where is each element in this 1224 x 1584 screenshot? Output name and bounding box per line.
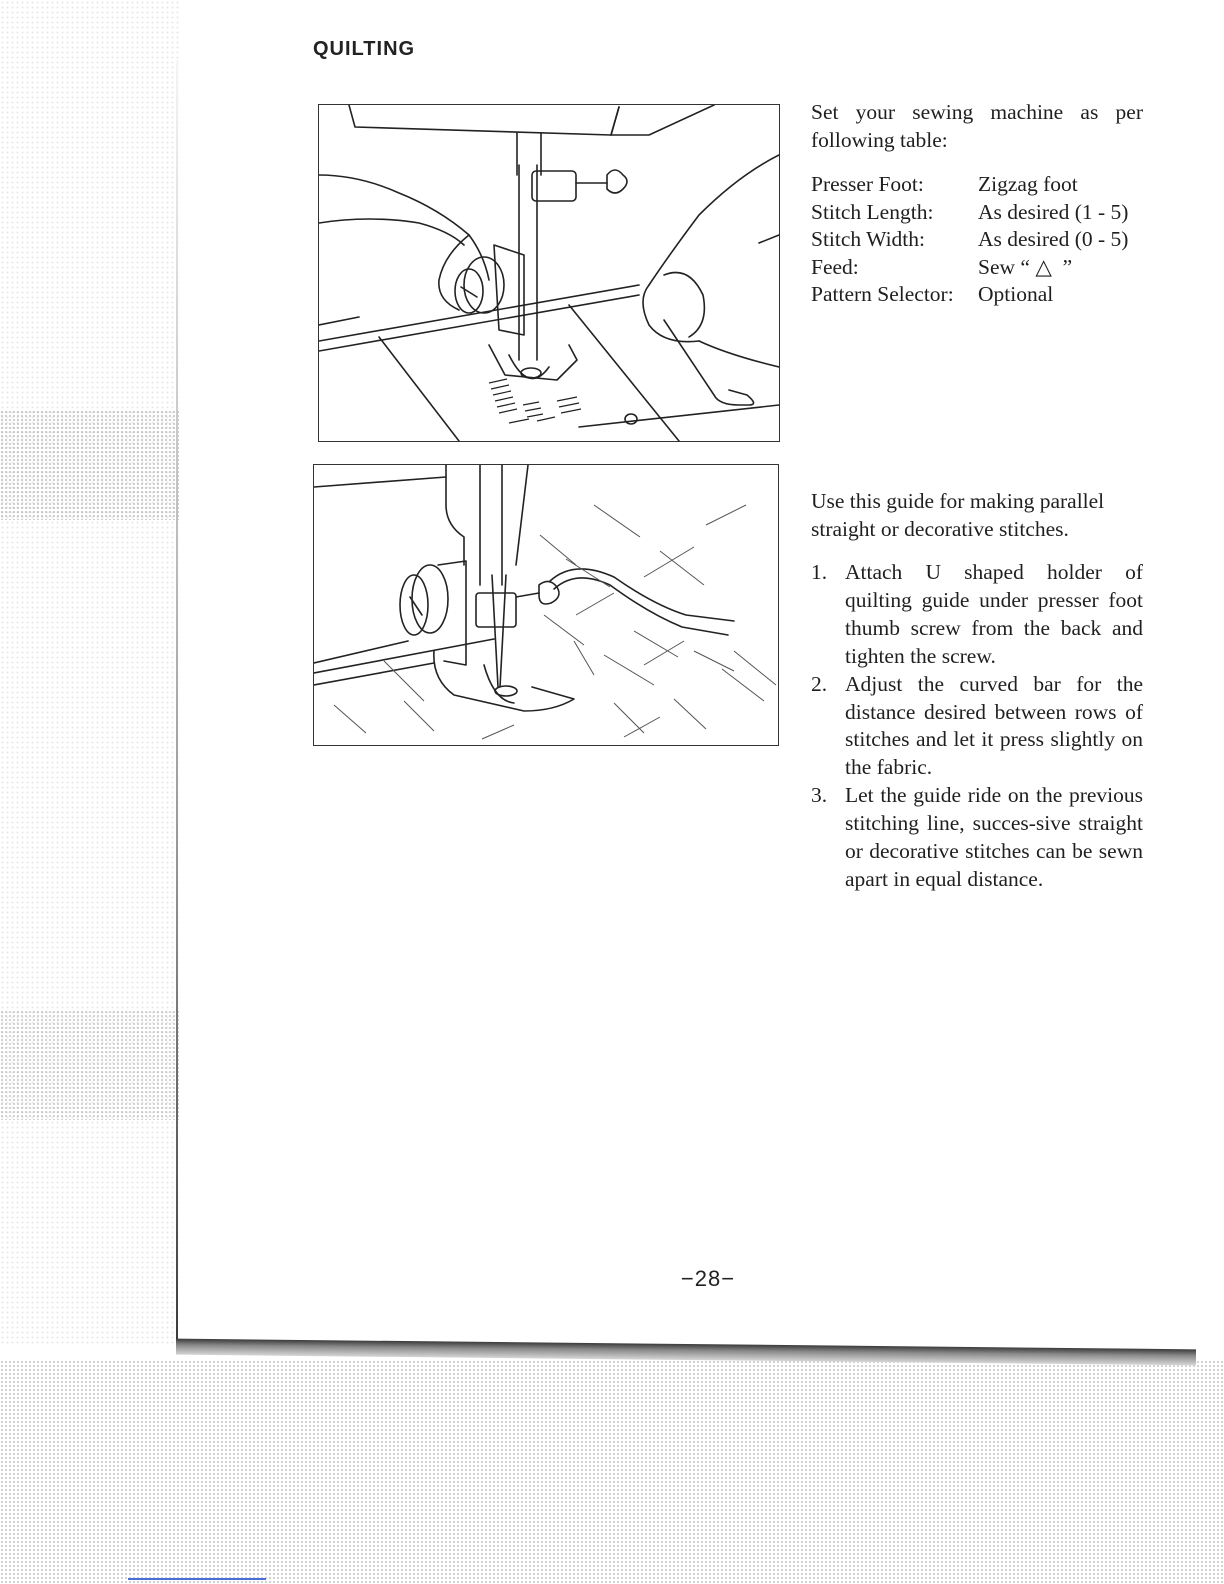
scan-noise-band bbox=[0, 410, 180, 520]
settings-label: Stitch Length: bbox=[811, 199, 934, 224]
step-number: 2. bbox=[811, 671, 828, 696]
step-text: Adjust the curved bar for the distance desired between rows of stitches and let it press slightly on the fabric. bbox=[845, 671, 1143, 780]
settings-row bbox=[811, 199, 1151, 227]
settings-label: Stitch Width: bbox=[811, 227, 926, 251]
scan-noise-band bbox=[0, 1010, 180, 1120]
settings-label: Presser Foot: bbox=[811, 172, 924, 196]
page-title: QUILTING bbox=[313, 38, 416, 60]
step-text: Let the guide ride on the previous stitching line, succes-sive straight or decorative stitches can be sewn apart in equal distance. bbox=[845, 783, 1143, 891]
settings-row bbox=[811, 254, 1151, 282]
instruction-steps bbox=[811, 559, 1143, 894]
figure-attach-quilting-guide bbox=[318, 104, 780, 442]
figure-sewing-with-guide bbox=[313, 464, 779, 746]
scan-margin-bottom bbox=[0, 1360, 1224, 1584]
illustration-guide-in-use bbox=[314, 465, 778, 745]
page-edge-left bbox=[176, 60, 178, 1350]
step-text: Attach U shaped holder of quilting guide under presser foot thumb screw from the back and tighten the screw. bbox=[845, 560, 1143, 668]
step-number: 1. bbox=[811, 560, 828, 584]
page-number: −28− bbox=[680, 1266, 736, 1291]
scan-blue-mark bbox=[128, 1578, 266, 1580]
settings-value: As desired (0 - 5) bbox=[978, 227, 1129, 251]
settings-value: As desired (1 - 5) bbox=[978, 199, 1129, 224]
guide-intro: Use this guide for making parallel straight or decorative stitches. bbox=[811, 489, 1105, 541]
settings-row bbox=[811, 171, 1151, 199]
settings-label: Feed: bbox=[811, 254, 859, 279]
scan-margin-left bbox=[0, 0, 180, 1345]
settings-row bbox=[811, 281, 1151, 309]
settings-value: Zigzag foot bbox=[978, 172, 1078, 196]
settings-table bbox=[811, 171, 1151, 309]
step-item bbox=[811, 559, 1143, 671]
step-item bbox=[811, 782, 1143, 894]
settings-label: Pattern Selector: bbox=[811, 282, 954, 306]
settings-row bbox=[811, 226, 1151, 254]
settings-value: Optional bbox=[978, 282, 1054, 306]
step-number: 3. bbox=[811, 783, 828, 808]
step-item bbox=[811, 671, 1143, 783]
settings-value: Sew “ △ ” bbox=[978, 254, 1073, 279]
settings-intro: Set your sewing machine as per following table: bbox=[811, 100, 1143, 152]
illustration-attach-guide bbox=[319, 105, 779, 441]
